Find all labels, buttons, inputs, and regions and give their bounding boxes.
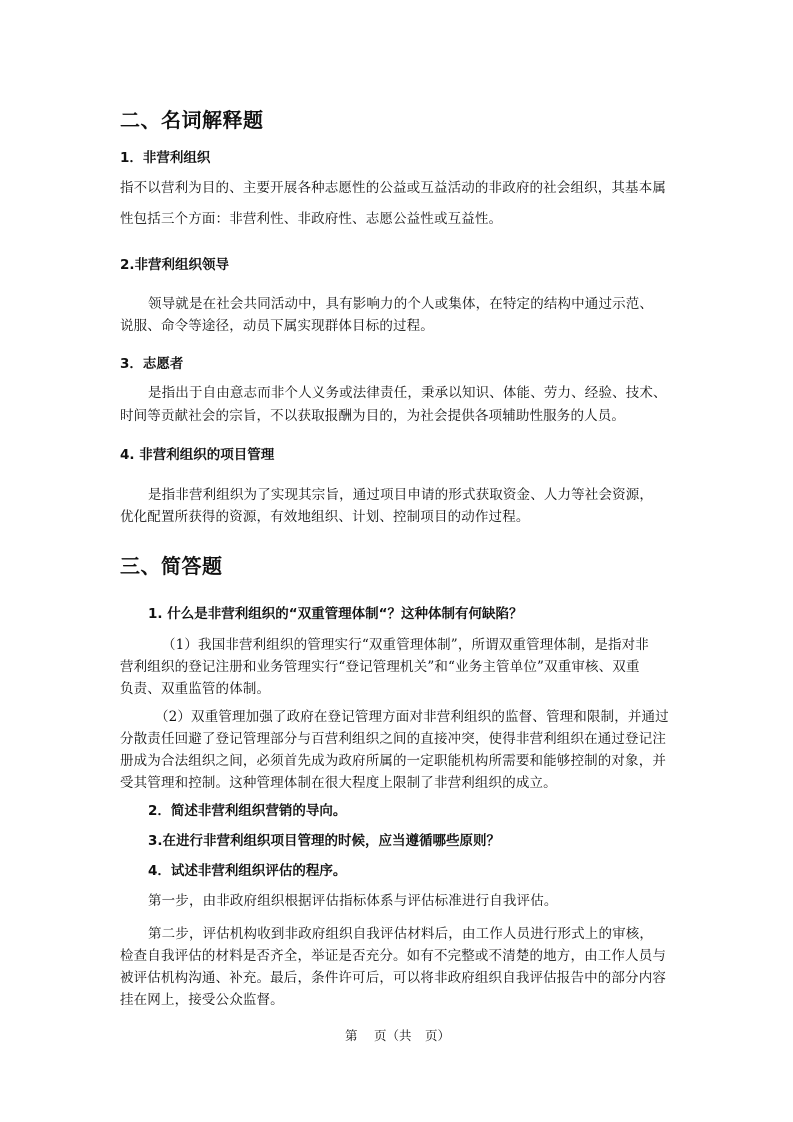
term-2-line-1: 领导就是在社会共同活动中，具有影响力的个人或集体，在特定的结构中通过示范、: [148, 296, 654, 312]
term-4-line-2: 优化配置所获得的资源，有效地组织、计划、控制项目的动作过程。: [120, 509, 530, 525]
term-3-line-2: 时间等贡献社会的宗旨，不以获取报酬为目的，为社会提供各项辅助性服务的人员。: [120, 408, 626, 424]
q4-step2-line-1: 第二步，评估机构收到非政府组织自我评估材料后，由工作人员进行形式上的审核，: [148, 926, 654, 942]
q4-step2-line-4: 挂在网上，接受公众监督。: [120, 992, 284, 1008]
term-4-line-1: 是指非营利组织为了实现其宗旨，通过项目申请的形式获取资金、人力等社会资源，: [148, 487, 654, 503]
term-4-heading: 4. 非营利组织的项目管理: [120, 447, 275, 463]
question-2-heading: 2．简述非营利组织营销的导向。: [148, 803, 347, 819]
section-3-title: 三、简答题: [120, 554, 223, 578]
term-2-line-2: 说服、命令等途径，动员下属实现群体目标的过程。: [120, 318, 434, 334]
q1-para1-line-1: （1）我国非营利组织的管理实行“双重管理体制”，所谓双重管理体制，是指对非: [162, 637, 649, 653]
q1-para1-line-2: 营利组织的登记注册和业务管理实行“登记管理机关”和“业务主管单位”双重审核、双重: [120, 659, 640, 675]
question-4-heading: 4．试述非营利组织评估的程序。: [148, 863, 347, 879]
term-1-heading: 1．非营利组织: [120, 150, 211, 166]
term-3-heading: 3．志愿者: [120, 356, 184, 372]
term-3-line-1: 是指出于自由意志而非个人义务或法律责任，秉承以知识、体能、劳力、经验、技术、: [148, 385, 667, 401]
q1-para1-line-3: 负责、双重监管的体制。: [120, 681, 271, 697]
footer-end-label: 页）: [425, 1028, 451, 1043]
q1-para2-line-4: 受其管理和控制。这种管理体制在很大程度上限制了非营利组织的成立。: [120, 775, 557, 791]
footer-total-label: 页（共: [374, 1028, 412, 1043]
question-1-heading: 1. 什么是非营利组织的“双重管理体制“？这种体制有何缺陷？: [148, 606, 523, 622]
section-2-title: 二、名词解释题: [120, 108, 264, 132]
term-1-line-2: 性包括三个方面：非营利性、非政府性、志愿公益性或互益性。: [120, 211, 503, 227]
q1-para2-line-3: 册成为合法组织之间，必须首先成为政府所属的一定职能机构所需要和能够控制的对象，并: [120, 753, 666, 769]
q4-step2-line-3: 被评估机构沟通、补充。最后，条件许可后，可以将非政府组织自我评估报告中的部分内容: [120, 970, 666, 986]
footer-page-label: 第: [345, 1028, 358, 1043]
q1-para2-line-1: （2）双重管理加强了政府在登记管理方面对非营利组织的监督、管理和限制，并通过: [155, 709, 669, 725]
term-1-line-1: 指不以营利为目的、主要开展各种志愿性的公益或互益活动的非政府的社会组织，其基本属: [120, 180, 666, 196]
question-3-heading: 3.在进行非营利组织项目管理的时候，应当遵循哪些原则？: [148, 833, 501, 849]
term-2-heading: 2.非营利组织领导: [120, 257, 230, 273]
q1-para2-line-2: 分散责任回避了登记管理部分与百营利组织之间的直接冲突，使得非营利组织在通过登记注: [120, 731, 666, 747]
q4-step-1: 第一步，由非政府组织根据评估指标体系与评估标准进行自我评估。: [148, 893, 558, 909]
q4-step2-line-2: 检查自我评估的材料是否齐全，举证是否充分。如有不完整或不清楚的地方，由工作人员与: [120, 948, 666, 964]
